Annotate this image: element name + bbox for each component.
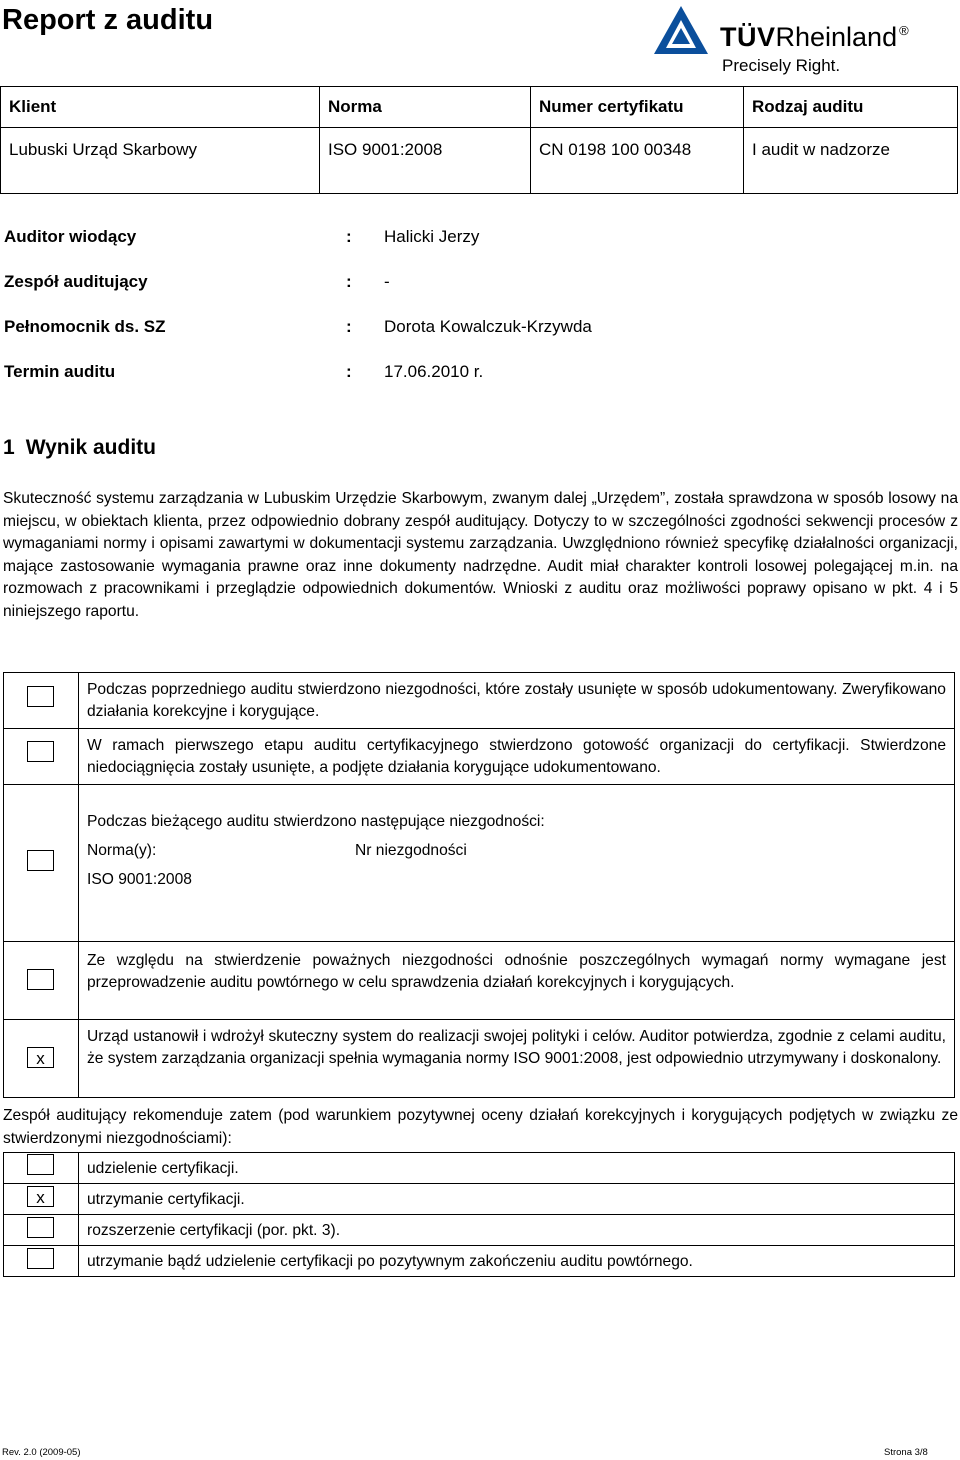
option-grant-checkbox[interactable] <box>27 1154 54 1175</box>
logo-tagline: Precisely Right. <box>722 56 841 75</box>
finding-first-stage-check-cell <box>4 729 79 785</box>
finding-current-cell <box>79 785 955 942</box>
option-extend-check-cell <box>4 1215 79 1246</box>
norm-column-header: Norma(y): <box>87 842 157 859</box>
nonconformity-norm-value: ISO 9001:2008 <box>87 871 192 888</box>
lead-auditor-colon: : <box>346 227 352 246</box>
nonconformity-number-header: Nr niezgodności <box>355 842 467 859</box>
finding-repeat-audit-checkbox[interactable] <box>27 969 54 990</box>
value-norm: ISO 9001:2008 <box>320 128 531 194</box>
header-norm: Norma <box>320 87 531 128</box>
finding-previous-text: Podczas poprzedniego auditu stwierdzono niezgodności, które zostały usunięte w sposób udokumentowany. Zweryfikowano działania korekcyjne i korygujące. <box>79 673 955 729</box>
tuv-rheinland-logo <box>652 4 942 78</box>
finding-repeat-audit-check-cell <box>4 942 79 1020</box>
finding-first-stage-text: W ramach pierwszego etapu auditu certyfikacyjnego stwierdzono gotowość organizacji do certyfikacji. Stwierdzone niedociągnięcia zostały usunięte, a podjęte działania korygujące udokumentowano. <box>79 729 955 785</box>
recommendation-grid <box>3 1152 955 1277</box>
section-title: Wynik auditu <box>25 436 156 459</box>
audit-date-label: Termin auditu <box>4 362 116 381</box>
finding-repeat-audit-row <box>4 942 955 1020</box>
audit-date-value: 17.06.2010 r. <box>384 362 484 381</box>
value-client: Lubuski Urząd Skarbowy <box>1 128 320 194</box>
report-title: Report z auditu <box>2 4 214 36</box>
option-repeat-check-cell <box>4 1246 79 1277</box>
audit-team-colon: : <box>346 272 352 291</box>
header-certificate-number: Numer certyfikatu <box>531 87 744 128</box>
representative-label: Pełnomocnik ds. SZ <box>4 317 166 336</box>
logo-wordmark <box>720 22 907 53</box>
lead-auditor-value: Halicki Jerzy <box>384 227 480 246</box>
finding-repeat-audit-text: Ze względu na stwierdzenie poważnych niezgodności odnośnie poszczególnych wymagań normy wymagane jest przeprowadzenie auditu powtórnego w celu sprawdzenia działań korekcyjnych i korygujących. <box>79 942 955 1020</box>
audit-team-label: Zespół auditujący <box>4 272 148 291</box>
footer-revision: Rev. 2.0 (2009-05) <box>2 1447 81 1458</box>
client-table-header-row <box>1 87 958 128</box>
finding-effective-checkbox[interactable]: x <box>27 1047 54 1068</box>
section-body: Skuteczność systemu zarządzania w Lubuskim Urzędzie Skarbowym, zwanym dalej „Urzędem”, została sprawdzona w sposób losowy na miejscu, w obiektach klienta, przez odpowiednio dobrany zespół auditujący. Dotyczy to w szczególności zgodności sekwencji procesów z wymaganiami normy i opisami zawartymi w dokumentacji systemu zarządzania. Uwzględniono również specyfikę działalności organizacji, mające zastosowanie wymagania prawne oraz inne dokumenty nadrzędne. Audit miał charakter kontroli losowej polegającej m.in. na rozmowach z pracownikami i przeglądzie odpowiednich dokumentów. Wnioski z auditu oraz możliwości poprawy opisano w pkt. 4 i 5 niniejszego raportu. <box>3 490 958 620</box>
option-repeat-label: utrzymanie bądź udzielenie certyfikacji po pozytywnym zakończeniu auditu powtórnego. <box>79 1246 955 1277</box>
recommendation-option-row <box>4 1215 955 1246</box>
findings-grid-outcome <box>3 941 955 1098</box>
representative-colon: : <box>346 317 352 336</box>
logo-name-regular: Rheinland <box>775 22 898 52</box>
finding-previous-checkbox[interactable] <box>27 686 54 707</box>
option-grant-label: udzielenie certyfikacji. <box>79 1153 955 1184</box>
finding-effective-check-cell <box>4 1020 79 1098</box>
lead-auditor-label: Auditor wiodący <box>4 227 137 246</box>
audit-date-colon: : <box>346 362 352 381</box>
option-maintain-label: utrzymanie certyfikacji. <box>79 1184 955 1215</box>
finding-first-stage-row <box>4 729 955 785</box>
finding-current-row <box>4 785 955 942</box>
option-repeat-checkbox[interactable] <box>27 1248 54 1269</box>
option-extend-label: rozszerzenie certyfikacji (por. pkt. 3). <box>79 1215 955 1246</box>
recommendation-option-row <box>4 1246 955 1277</box>
header-audit-type: Rodzaj auditu <box>744 87 958 128</box>
registered-mark: ® <box>899 23 909 38</box>
logo-name-bold: TÜV <box>720 22 776 52</box>
option-extend-checkbox[interactable] <box>27 1217 54 1238</box>
option-maintain-check-cell <box>4 1184 79 1215</box>
option-grant-check-cell <box>4 1153 79 1184</box>
section-number: 1 <box>3 436 15 459</box>
finding-previous-row <box>4 673 955 729</box>
client-table <box>0 86 958 194</box>
findings-grid-current <box>3 784 955 942</box>
value-audit-type: I audit w nadzorze <box>744 128 958 194</box>
recommendation-option-row <box>4 1184 955 1215</box>
findings-grid-prior <box>3 672 955 785</box>
value-certificate-number: CN 0198 100 00348 <box>531 128 744 194</box>
audit-team-value: - <box>384 272 390 291</box>
footer-page-number: Strona 3/8 <box>884 1447 928 1458</box>
finding-current-check-cell <box>4 785 79 942</box>
finding-previous-check-cell <box>4 673 79 729</box>
representative-value: Dorota Kowalczuk-Krzywda <box>384 317 592 336</box>
finding-current-checkbox[interactable] <box>27 850 54 871</box>
client-table-value-row <box>1 128 958 194</box>
section-heading <box>3 436 167 460</box>
recommendation-option-row <box>4 1153 955 1184</box>
recommendation-text: Zespół auditujący rekomenduje zatem (pod warunkiem pozytywnej oceny działań korekcyjnych i korygujących podjętych w związku ze stwierdzonymi niezgodnościami): <box>3 1107 958 1147</box>
finding-current-text: Podczas bieżącego auditu stwierdzono następujące niezgodności: <box>87 813 545 830</box>
header-client: Klient <box>1 87 320 128</box>
tuv-triangle-icon <box>652 4 710 56</box>
nonconformity-header-row <box>87 836 946 865</box>
finding-effective-row <box>4 1020 955 1098</box>
finding-effective-text: Urząd ustanowił i wdrożył skuteczny system do realizacji swojej polityki i celów. Auditor potwierdza, zgodnie z celami auditu, że system zarządzania organizacji spełnia wymagania normy ISO 9001:2008, jest odpowiednio utrzymywany i doskonalony. <box>79 1020 955 1098</box>
finding-first-stage-checkbox[interactable] <box>27 741 54 762</box>
option-maintain-checkbox[interactable]: x <box>27 1186 54 1207</box>
